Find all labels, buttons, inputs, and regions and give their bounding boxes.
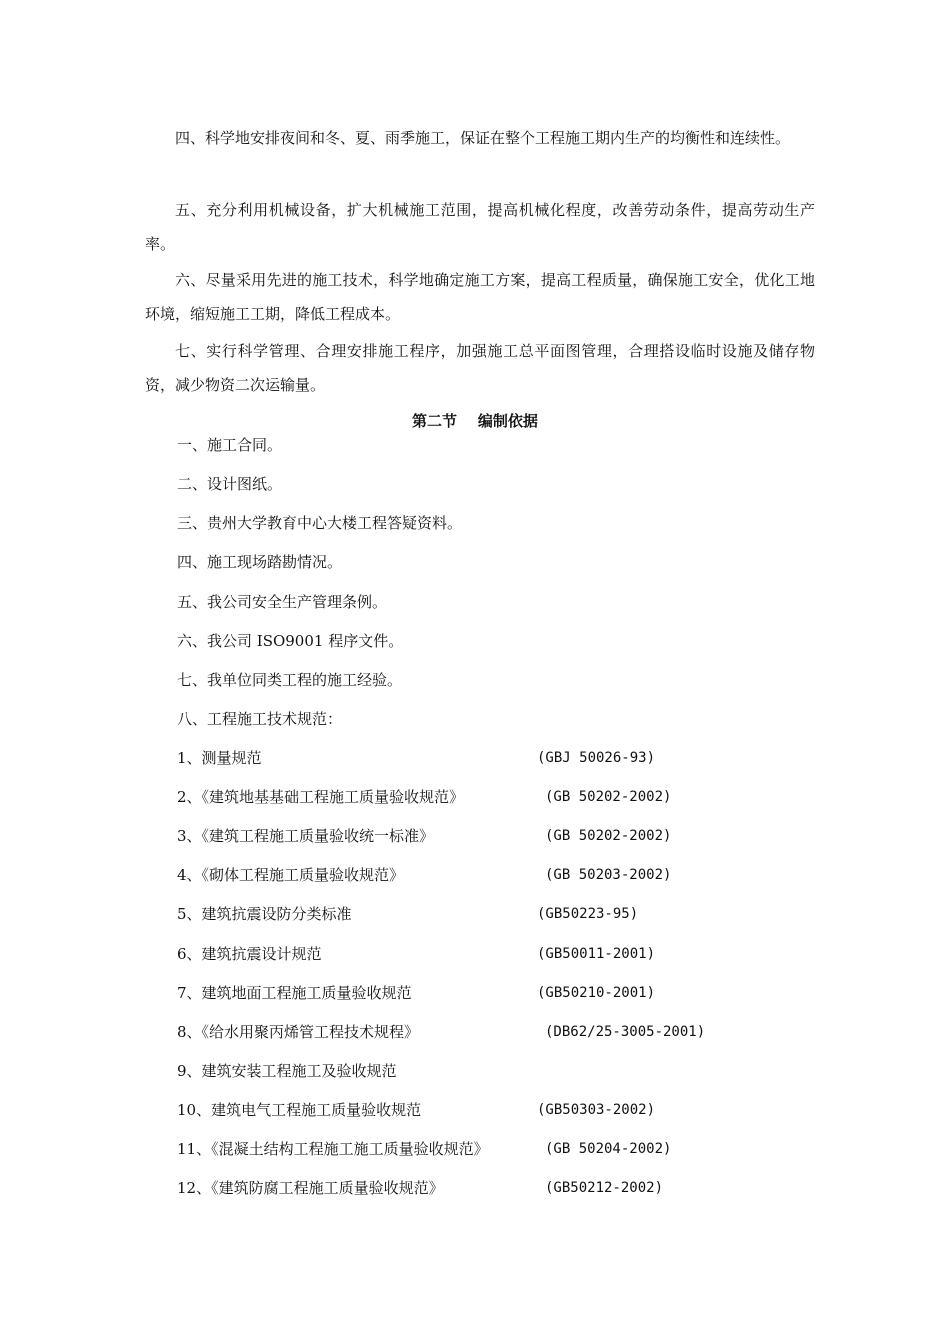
standard-code: (GB50212-2002) [545,1180,664,1196]
basis-item: 二、设计图纸。 [177,475,283,493]
principle-paragraph-5: 五、充分利用机械设备，扩大机械施工范围，提高机械化程度，改善劳动条件，提高劳动生产率。 [145,201,815,253]
standard-name: 9、建筑安装工程施工及验收规范 [177,1062,397,1080]
standard-row [177,1137,817,1161]
standard-row [177,863,817,887]
standard-code: (DB62/25-3005-2001) [545,1024,706,1040]
standard-code: (GB50210-2001) [537,985,656,1001]
standard-name: 3、《建筑工程施工质量验收统一标准》 [177,827,435,845]
standard-code: (GB 50202-2002) [545,828,672,844]
standard-row [177,1098,817,1122]
standard-name: 11、《混凝土结构工程施工施工质量验收规范》 [177,1140,489,1158]
basis-item: 一、施工合同。 [177,436,283,454]
standard-name: 2、《建筑地基基础工程施工质量验收规范》 [177,788,465,806]
standard-row [177,981,817,1005]
basis-item: 四、施工现场踏勘情况。 [177,553,343,571]
standard-row [177,746,817,770]
basis-item: 三、贵州大学教育中心大楼工程答疑资料。 [177,514,463,532]
standard-name: 1、测量规范 [177,749,262,767]
standard-row [177,785,817,809]
standard-code: (GB 50203-2002) [545,867,672,883]
basis-item: 七、我单位同类工程的施工经验。 [177,671,403,689]
standard-row [177,824,817,848]
standard-row [177,1176,817,1200]
standard-row [177,942,817,966]
standard-name: 4、《砌体工程施工质量验收规范》 [177,866,405,884]
standard-name: 6、建筑抗震设计规范 [177,945,322,963]
basis-item: 五、我公司安全生产管理条例。 [177,593,388,611]
standard-name: 5、建筑抗震设防分类标准 [177,905,352,923]
basis-item: 六、我公司 ISO9001 程序文件。 [177,632,404,650]
principle-paragraph-6: 六、尽量采用先进的施工技术，科学地确定施工方案，提高工程质量，确保施工安全，优化工地环境，缩短施工工期，降低工程成本。 [145,271,815,323]
standard-code: (GB50223-95) [537,906,639,922]
standard-row [177,902,817,926]
basis-item: 八、工程施工技术规范： [177,710,343,728]
standard-row [177,1059,817,1083]
standard-name: 8、《给水用聚丙烯管工程技术规程》 [177,1023,420,1041]
standard-code: (GB50011-2001) [537,946,656,962]
standard-code: (GBJ 50026-93) [537,750,656,766]
principle-paragraph-7: 七、实行科学管理、合理安排施工程序，加强施工总平面图管理，合理搭设临时设施及储存物资，减少物资二次运输量。 [145,342,815,394]
standard-code: (GB 50204-2002) [545,1141,672,1157]
standard-name: 12、《建筑防腐工程施工质量验收规范》 [177,1179,444,1197]
section-heading: 第二节 编制依据 [412,412,538,430]
principle-paragraph-4: 四、科学地安排夜间和冬、夏、雨季施工，保证在整个工程施工期内生产的均衡性和连续性。 [175,129,791,147]
standard-row [177,1020,817,1044]
standard-code: (GB 50202-2002) [545,789,672,805]
standard-code: (GB50303-2002) [537,1102,656,1118]
standard-name: 10、建筑电气工程施工质量验收规范 [177,1101,422,1119]
standard-name: 7、建筑地面工程施工质量验收规范 [177,984,412,1002]
